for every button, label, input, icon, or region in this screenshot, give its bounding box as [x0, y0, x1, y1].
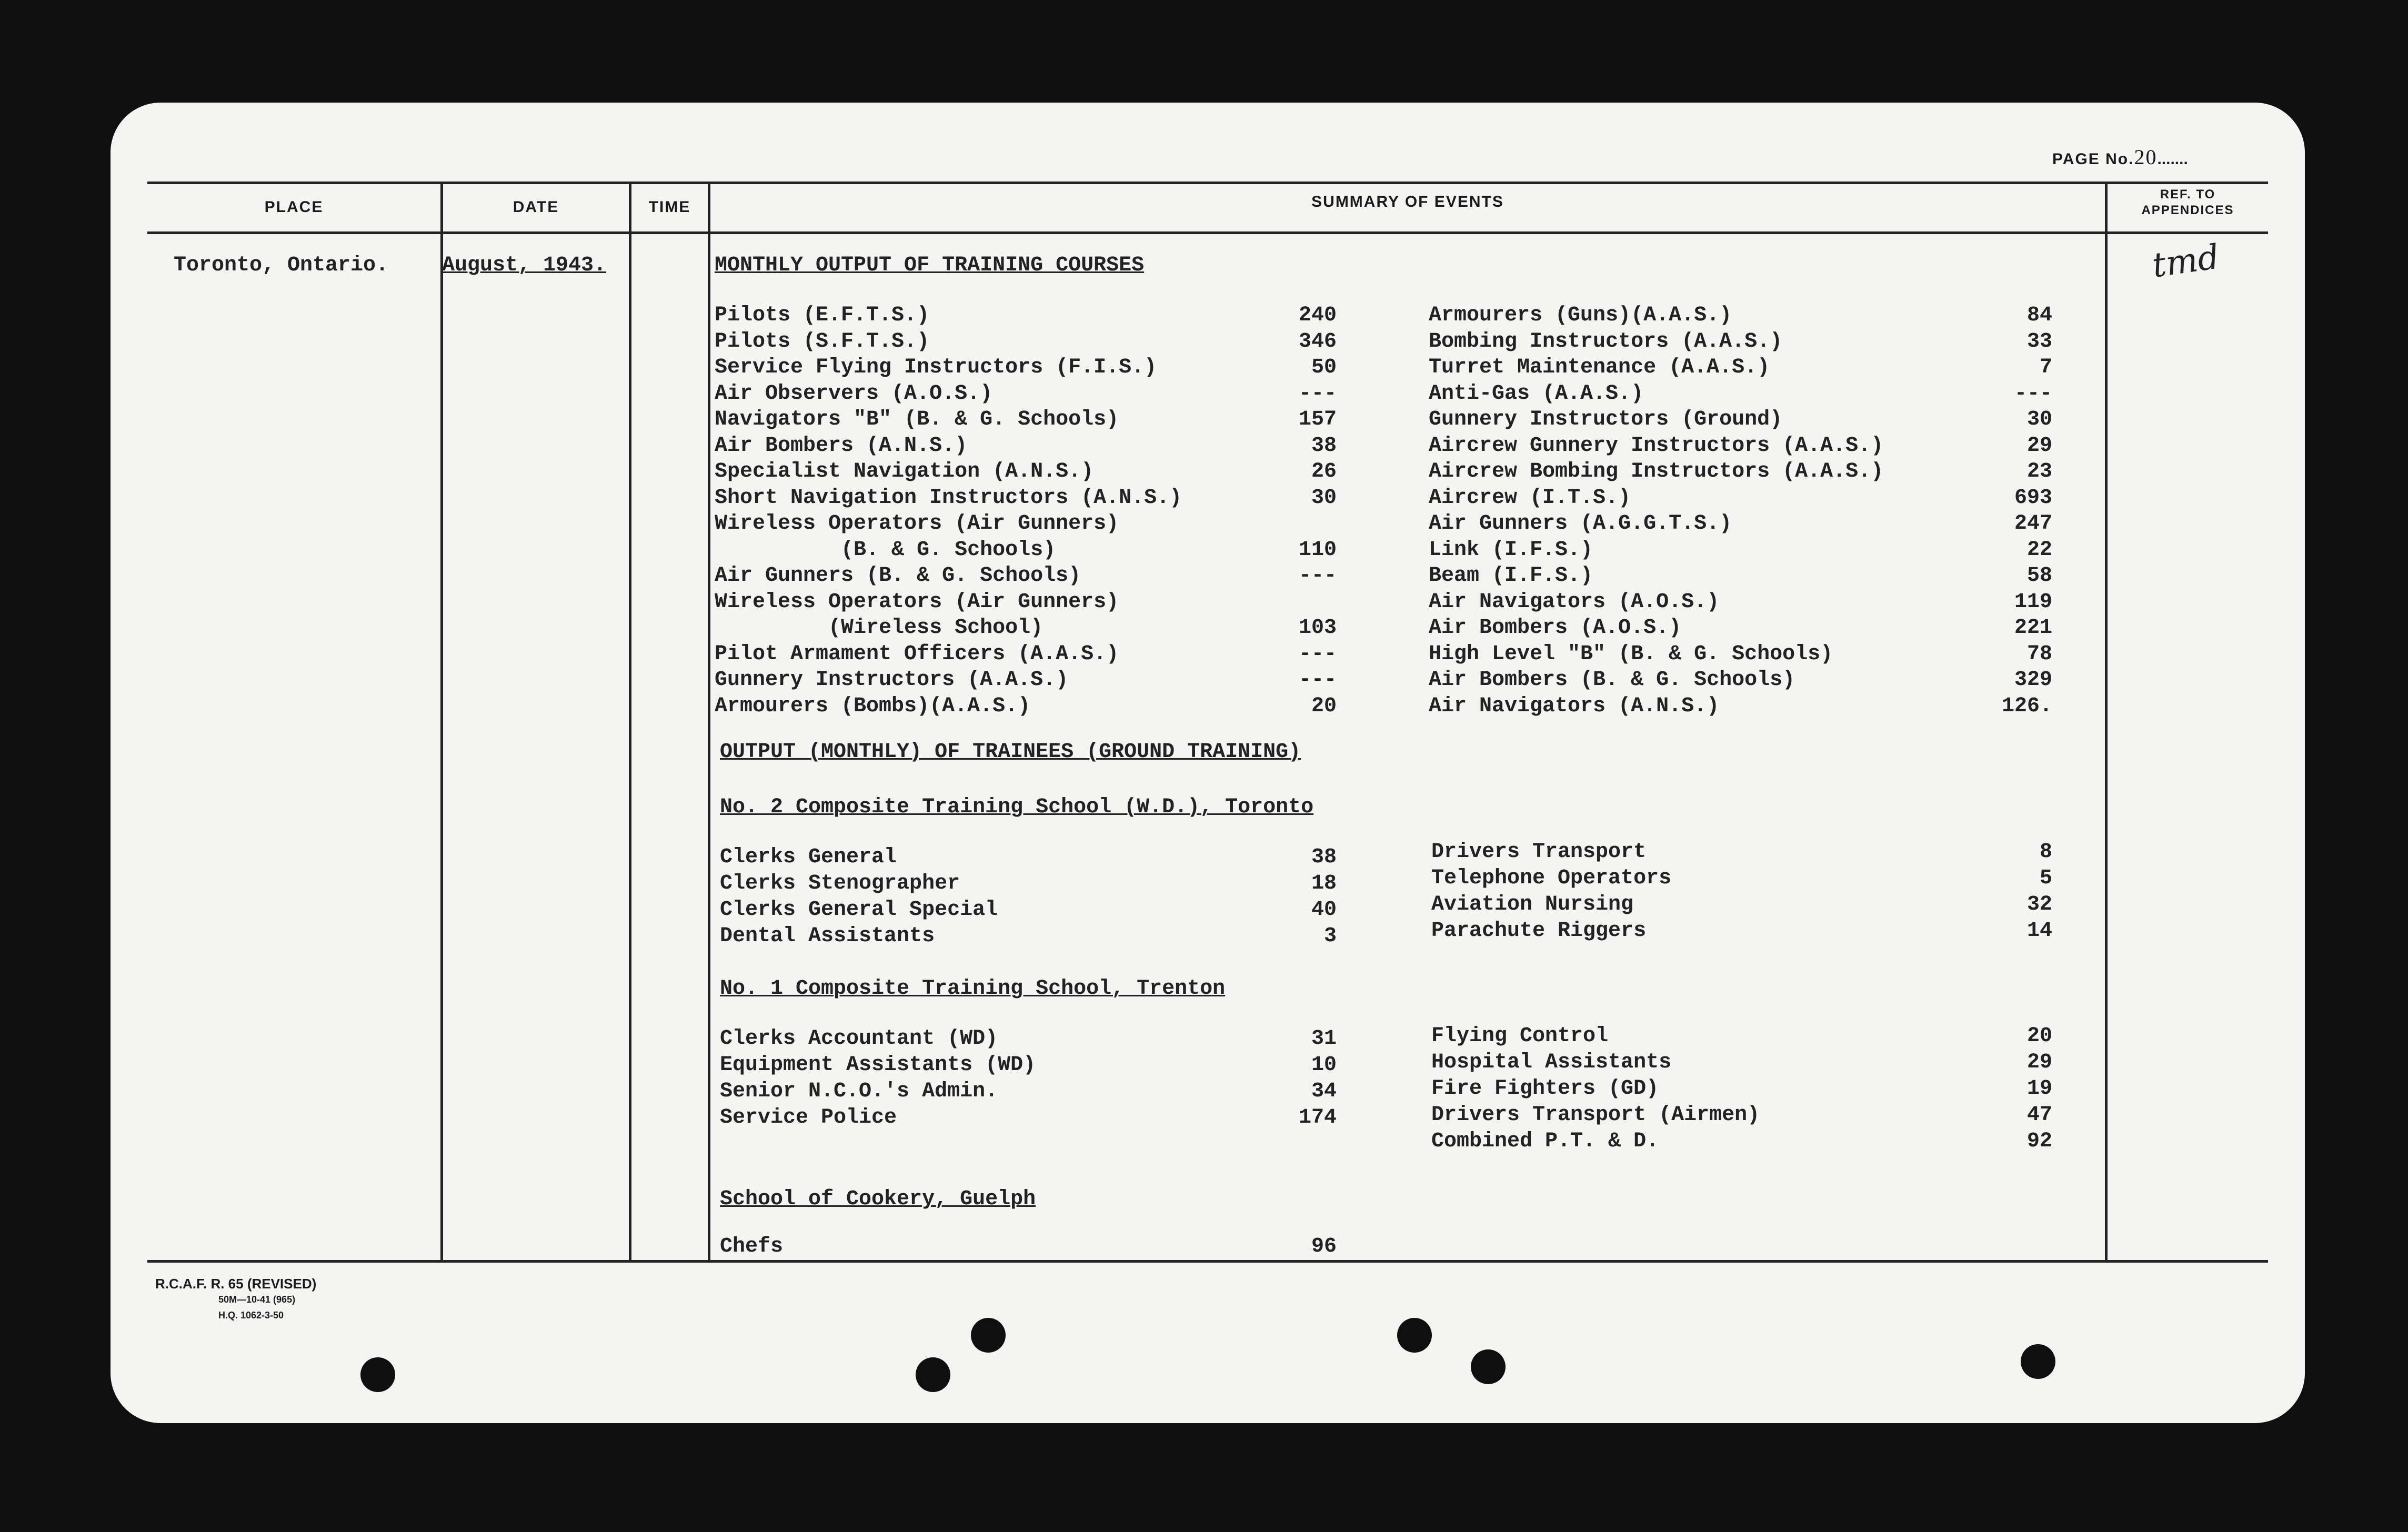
course-label: Bombing Instructors (A.A.S.) [1429, 329, 1783, 354]
column-divider-time-summary [708, 184, 710, 1263]
course-count: 5 [2039, 866, 2052, 890]
header-summary: SUMMARY OF EVENTS [1311, 193, 1504, 210]
form-identifier [155, 1276, 316, 1323]
course-count: 23 [2026, 460, 2052, 483]
course-label: Air Gunners (B. & G. Schools) [715, 564, 1081, 588]
course-count: 247 [2014, 512, 2052, 536]
course-label: Specialist Navigation (A.N.S.) [715, 460, 1094, 483]
course-label: Anti-Gas (A.A.S.) [1429, 381, 1644, 406]
course-count: 157 [1298, 408, 1337, 431]
course-count: 38 [1311, 845, 1337, 869]
document-card [111, 103, 2305, 1423]
school2-title: No. 1 Composite Training School, Trenton [720, 977, 1226, 1001]
course-count: 119 [2014, 590, 2052, 614]
course-label: Air Bombers (A.O.S.) [1429, 616, 1682, 640]
school3-title: School of Cookery, Guelph [720, 1187, 1036, 1211]
course-label: Beam (I.F.S.) [1429, 564, 1593, 588]
page-number-label: PAGE No.20....... [2052, 145, 2188, 169]
course-count: 34 [1311, 1080, 1337, 1103]
course-label: Gunnery Instructors (Ground) [1429, 408, 1783, 431]
column-divider-date-time [629, 184, 631, 1263]
course-label: Service Police [720, 1106, 897, 1130]
course-label: Clerks Stenographer [720, 872, 960, 895]
course-count: 8 [2039, 840, 2052, 864]
course-count: 329 [2014, 668, 2052, 692]
course-label: Drivers Transport (Airmen) [1431, 1103, 1760, 1127]
course-count: 14 [2026, 919, 2052, 943]
entry-place: Toronto, Ontario. [174, 254, 389, 277]
course-count: 40 [1311, 898, 1337, 922]
section1-title: MONTHLY OUTPUT OF TRAINING COURSES [715, 254, 1145, 277]
course-label: Air Navigators (A.N.S.) [1429, 694, 1720, 718]
course-label: (B. & G. Schools) [715, 538, 1056, 562]
course-count: 78 [2026, 642, 2052, 666]
course-label: Combined P.T. & D. [1431, 1130, 1659, 1153]
entry-date: August, 1943. [442, 254, 607, 277]
course-count: 346 [1298, 329, 1337, 354]
course-count: 29 [2026, 434, 2052, 458]
course-count: 20 [1311, 694, 1337, 718]
course-label: Clerks Accountant (WD) [720, 1027, 998, 1051]
course-count: 84 [2026, 304, 2052, 327]
course-count: --- [1298, 668, 1337, 692]
header-top-rule [147, 182, 2268, 184]
course-label: Fire Fighters (GD) [1431, 1077, 1659, 1101]
course-label: Pilots (S.F.T.S.) [715, 329, 930, 354]
page-label-text: PAGE No. [2052, 150, 2134, 168]
course-label: Aircrew Bombing Instructors (A.A.S.) [1429, 460, 1884, 483]
course-label: Navigators "B" (B. & G. Schools) [715, 408, 1119, 431]
course-label: Pilots (E.F.T.S.) [715, 304, 930, 327]
course-label: Link (I.F.S.) [1429, 538, 1593, 562]
course-label: Pilot Armament Officers (A.A.S.) [715, 642, 1119, 666]
punch-hole [1471, 1349, 1506, 1384]
course-label: Telephone Operators [1431, 866, 1672, 890]
course-count: 110 [1298, 538, 1337, 562]
course-label: Short Navigation Instructors (A.N.S.) [715, 486, 1182, 510]
school1-title: No. 2 Composite Training School (W.D.), Toronto [720, 795, 1314, 819]
course-count: --- [2014, 381, 2052, 406]
header-place: PLACE [264, 198, 324, 216]
course-label: Gunnery Instructors (A.A.S.) [715, 668, 1069, 692]
course-label: (Wireless School) [715, 616, 1044, 640]
header-ref-appendices [2108, 187, 2268, 218]
initials-signature: tmd [2150, 237, 2222, 286]
course-count: 103 [1298, 616, 1337, 640]
course-count: 31 [1311, 1027, 1337, 1051]
punch-hole [1397, 1318, 1432, 1353]
course-count: 22 [2026, 538, 2052, 562]
punch-hole [916, 1357, 950, 1392]
header-date: DATE [513, 198, 559, 216]
course-label: Drivers Transport [1431, 840, 1647, 864]
course-label: Air Navigators (A.O.S.) [1429, 590, 1720, 614]
course-count: 10 [1311, 1053, 1337, 1077]
course-label: High Level "B" (B. & G. Schools) [1429, 642, 1833, 666]
column-divider-place-date [440, 184, 443, 1263]
header-ref-line1: REF. TO [2160, 187, 2216, 201]
course-label: Air Bombers (A.N.S.) [715, 434, 968, 458]
course-count: 240 [1298, 304, 1337, 327]
course-count: 30 [2026, 408, 2052, 431]
course-label: Air Gunners (A.G.G.T.S.) [1429, 512, 1732, 536]
punch-hole [2021, 1344, 2055, 1379]
course-label: Wireless Operators (Air Gunners) [715, 590, 1119, 614]
form-id-line1: R.C.A.F. R. 65 (REVISED) [155, 1276, 317, 1292]
course-count: 693 [2014, 486, 2052, 510]
course-label: Air Observers (A.O.S.) [715, 381, 993, 406]
header-bottom-rule [147, 231, 2268, 234]
course-count: 50 [1311, 356, 1337, 379]
course-label: Air Bombers (B. & G. Schools) [1429, 668, 1795, 692]
course-count: 29 [2026, 1051, 2052, 1074]
course-count: 174 [1298, 1106, 1337, 1130]
course-count: --- [1298, 381, 1337, 406]
form-id-line2: 50M—10-41 (965) [218, 1294, 296, 1305]
punch-hole [971, 1318, 1006, 1353]
course-label: Aircrew (I.T.S.) [1429, 486, 1631, 510]
course-label: Turret Maintenance (A.A.S.) [1429, 356, 1770, 379]
course-count: 58 [2026, 564, 2052, 588]
course-label: Hospital Assistants [1431, 1051, 1672, 1074]
course-count: 18 [1311, 872, 1337, 895]
course-count: --- [1298, 642, 1337, 666]
course-count: 126. [2001, 694, 2052, 718]
course-count: 221 [2014, 616, 2052, 640]
course-count: 38 [1311, 434, 1337, 458]
course-count: 92 [2026, 1130, 2052, 1153]
course-count: 26 [1311, 460, 1337, 483]
course-label: Armourers (Guns)(A.A.S.) [1429, 304, 1732, 327]
course-label: Aviation Nursing [1431, 893, 1634, 916]
course-label: Service Flying Instructors (F.I.S.) [715, 356, 1157, 379]
page-number: 20 [2134, 145, 2158, 169]
course-label: Equipment Assistants (WD) [720, 1053, 1036, 1077]
course-count: 20 [2026, 1024, 2052, 1048]
course-count: 47 [2026, 1103, 2052, 1127]
course-label: Armourers (Bombs)(A.A.S.) [715, 694, 1031, 718]
course-count: 3 [1323, 924, 1337, 948]
course-label: Aircrew Gunnery Instructors (A.A.S.) [1429, 434, 1884, 458]
course-label: Wireless Operators (Air Gunners) [715, 512, 1119, 536]
punch-hole [360, 1357, 395, 1392]
course-label: Flying Control [1431, 1024, 1609, 1048]
course-label: Dental Assistants [720, 924, 935, 948]
course-label: Clerks General Special [720, 898, 998, 922]
course-count: 33 [2026, 329, 2052, 354]
course-count: --- [1298, 564, 1337, 588]
course-count: 7 [2039, 356, 2052, 379]
section2-title: OUTPUT (MONTHLY) OF TRAINEES (GROUND TRAINING) [720, 740, 1301, 764]
course-label: Senior N.C.O.'s Admin. [720, 1080, 998, 1103]
course-count: 30 [1311, 486, 1337, 510]
course-label: Clerks General [720, 845, 897, 869]
form-id-line3: H.Q. 1062-3-50 [218, 1310, 284, 1321]
column-divider-summary-ref [2105, 184, 2108, 1263]
footer-rule [147, 1260, 2268, 1263]
course-count: 32 [2026, 893, 2052, 916]
course-count: 19 [2026, 1077, 2052, 1101]
course-label: Chefs [720, 1235, 784, 1258]
header-ref-line2: APPENDICES [2141, 203, 2234, 217]
course-count: 96 [1311, 1235, 1337, 1258]
course-label: Parachute Riggers [1431, 919, 1647, 943]
header-time: TIME [648, 198, 691, 216]
